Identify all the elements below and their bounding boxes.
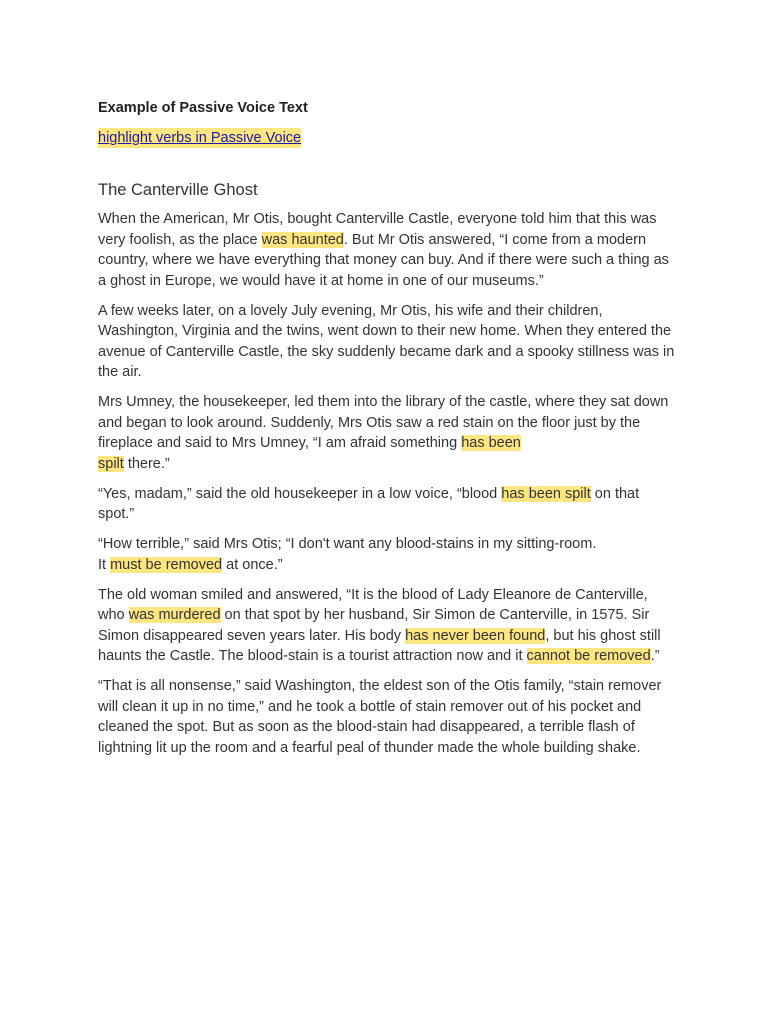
paragraph-text: A few weeks later, on a lovely July evening, Mr Otis, his wife and their children, Washington, Virginia and the twins, went down to their new home. When they entered the avenue of Canterville Castle, the sky suddenly became dark and a spooky stillness was in the air. [98, 302, 675, 380]
paragraph-text: Mrs Umney, the housekeeper, led them into the library of the castle, where they sat down and began to look around. Suddenly, Mrs Otis saw a red stain on the floor just by the fireplace and said to Mrs Umney, “I am afraid something [98, 394, 669, 451]
passive-verb-highlight: cannot be removed [526, 648, 651, 664]
passive-verb-highlight: must be removed [110, 556, 223, 573]
paragraph-text: “How terrible,” said Mrs Otis; “I don't want any blood-stains in my sitting-room. [98, 536, 597, 552]
passive-verb-highlight: was haunted [261, 231, 344, 248]
passive-verb-highlight: has been spilt [501, 485, 591, 502]
document-heading: Example of Passive Voice Text [98, 100, 308, 116]
document-page [98, 98, 678, 758]
paragraph-text: , but his ghost still haunts the Castle. The blood-stain is a tourist attraction now and it [98, 627, 661, 664]
paragraph-text: . But Mr Otis answered, “I come from a modern country, where we have everything that money can buy. And if there were such a thing as a ghost in Europe, we would have it at home in one of our museums.” [98, 231, 669, 289]
story-title: The Canterville Ghost [98, 181, 258, 199]
passive-voice-link[interactable]: highlight verbs in Passive Voice [98, 130, 302, 146]
paragraph-text: “Yes, madam,” said the old housekeeper in a low voice, “blood [98, 485, 502, 502]
paragraph-text: on that spot by her husband, Sir Simon de Canterville, in 1575. Sir Simon disappeared seven years later. His body [98, 607, 650, 644]
passive-verb-highlight: spilt [98, 455, 124, 472]
paragraph-text: .” [650, 648, 660, 664]
paragraph-text: When the American, Mr Otis, bought Canterville Castle, everyone told him that this was very foolish, as the place [98, 211, 657, 248]
passive-verb-highlight: has never been found [405, 627, 546, 644]
story-paragraph [98, 301, 678, 383]
paragraph-text: It [98, 556, 111, 573]
story-paragraph [98, 534, 678, 575]
story-paragraph [98, 585, 678, 667]
story-paragraph [98, 676, 678, 758]
story-paragraph [98, 484, 678, 525]
paragraph-text: The old woman smiled and answered, “It is the blood of Lady Eleanore de Canterville, who [98, 586, 648, 623]
story-paragraph [98, 392, 678, 474]
passive-verb-highlight: was murdered [128, 607, 221, 623]
paragraph-text: at once.” [222, 556, 283, 573]
passive-verb-highlight: has been [461, 435, 521, 451]
paragraph-text: there.” [123, 455, 170, 472]
story-body [98, 209, 678, 758]
paragraph-text: “That is all nonsense,” said Washington, the eldest son of the Otis family, “stain remover will clean it up in no time,” and he took a bottle of stain remover out of his pocket and cleaned the spot. But as soon as the blood-stain had disappeared, a terrible flash of lightning lit up the room and a fearful peal of thunder made the whole building shake. [98, 678, 662, 756]
paragraph-text: on that spot.” [98, 485, 640, 522]
story-paragraph [98, 209, 678, 291]
